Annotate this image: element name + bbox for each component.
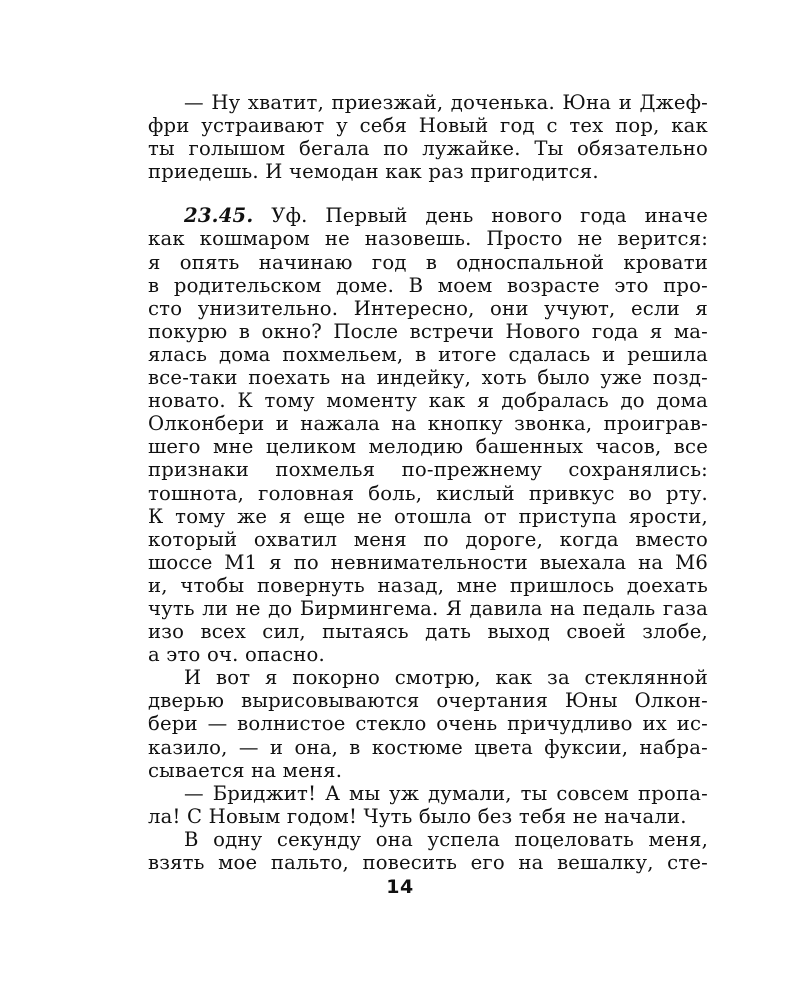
text-line: в родительском доме. В моем возрасте это про- bbox=[148, 273, 708, 297]
text-line: И вот я покорно смотрю, как за стеклянной bbox=[184, 666, 708, 690]
text-line: новато. К тому моменту как я добралась до дома bbox=[148, 389, 708, 413]
text-line: ялась дома похмельем, в итоге сдалась и решила bbox=[148, 342, 708, 366]
text-line: фри устраивают у себя Новый год с тех пор, как bbox=[148, 114, 708, 138]
text-line: чуть ли не до Бирмингема. Я давила на педаль газа bbox=[148, 596, 708, 620]
text-line: дверью вырисовываются очертания Юны Олкон- bbox=[148, 689, 708, 713]
text-line: — Бриджит! А мы уж думали, ты совсем пропа- bbox=[184, 781, 708, 805]
text-line: и, чтобы повернуть назад, мне пришлось доехать bbox=[148, 573, 708, 597]
text-line: все-таки поехать на индейку, хоть было уже позд- bbox=[148, 366, 708, 390]
text-line bbox=[148, 204, 708, 227]
text-line: Олконбери и нажала на кнопку звонка, проиграв- bbox=[148, 412, 708, 436]
text-line: изо всех сил, пытаясь дать выход своей злобе, bbox=[148, 620, 708, 644]
text-line: бери — волнистое стекло очень причудливо их ис- bbox=[148, 712, 708, 736]
text-line: как кошмаром не назовешь. Просто не верится: bbox=[148, 227, 708, 251]
text-line: — Ну хватит, приезжай, доченька. Юна и Джеф- bbox=[184, 91, 708, 114]
text-line: сывается на меня. bbox=[148, 758, 343, 782]
text-line: который охватил меня по дороге, когда вместо bbox=[148, 527, 708, 551]
text-line: признаки похмелья по-прежнему сохранялись: bbox=[148, 458, 708, 482]
text-line: шего мне целиком мелодию башенных часов, все bbox=[148, 435, 708, 459]
section-break bbox=[148, 183, 708, 204]
text-line: ты голышом бегала по лужайке. Ты обязательно bbox=[148, 137, 708, 161]
text-line: а это оч. опасно. bbox=[148, 643, 325, 667]
text-line: взять мое пальто, повесить его на вешалку, сте- bbox=[148, 851, 708, 874]
text-line: шоссе М1 я по невнимательности выехала на М6 bbox=[148, 550, 708, 574]
diary-entry-time: 23.45. bbox=[184, 204, 254, 228]
text-line: К тому же я еще не отошла от приступа ярости, bbox=[148, 504, 708, 528]
text-line: тошнота, головная боль, кислый привкус во рту. bbox=[148, 481, 708, 505]
text-line: приедешь. И чемодан как раз пригодится. bbox=[148, 160, 599, 184]
text-line-fragment: Уф. Первый день нового года иначе bbox=[253, 204, 708, 228]
book-page-text bbox=[148, 91, 708, 874]
text-line: В одну секунду она успела поцеловать меня, bbox=[184, 827, 708, 851]
text-line: сто унизительно. Интересно, они учуют, если я bbox=[148, 296, 708, 320]
text-line: ла! С Новым годом! Чуть было без тебя не начали. bbox=[148, 804, 687, 828]
page-number: 14 bbox=[386, 876, 414, 898]
text-line: казило, — и она, в костюме цвета фуксии, набра- bbox=[148, 735, 708, 759]
text-line: покурю в окно? После встречи Нового года я ма- bbox=[148, 319, 708, 343]
text-line: я опять начинаю год в односпальной кровати bbox=[148, 250, 708, 274]
